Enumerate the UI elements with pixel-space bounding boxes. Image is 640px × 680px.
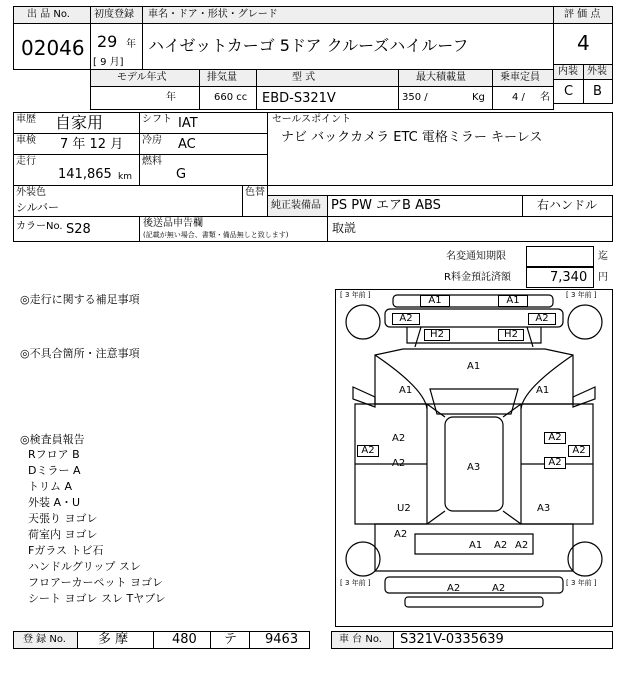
lot-no: 02046 [21, 36, 85, 60]
defects-label: ◎不具合箇所・注意事項 [20, 347, 140, 360]
mark-door-rr: A2 [544, 457, 566, 469]
exterior-grade: B [593, 84, 602, 99]
mark-back-3: A2 [515, 540, 529, 551]
car-outline-diagram [335, 289, 613, 627]
history: 自家用 [55, 113, 104, 132]
exterior-label: 外装 [587, 66, 607, 77]
type-code: EBD-S321V [262, 91, 336, 106]
inspector-item: トリム A [28, 480, 73, 493]
supplement-label: ◎走行に関する補足事項 [20, 293, 140, 306]
ac-label: 冷房 [142, 135, 162, 146]
inspector-item: Rフロア B [28, 448, 80, 461]
interior-grade: C [564, 84, 574, 99]
diagram-corner-bl: [ 3 年前 ] [340, 579, 371, 587]
mark-door-lr: A2 [392, 458, 406, 469]
mark-back-2: A2 [494, 540, 508, 551]
mark-light-r: H2 [498, 329, 524, 341]
inspector-item: ハンドルグリップ スレ [28, 560, 141, 573]
documents-note: (記載が無い場合、書類・備品無しと致します) [143, 231, 289, 239]
max-load-label: 最大積載量 [416, 72, 466, 83]
exterior-color: シルバー [16, 201, 59, 214]
reg-kana: テ [224, 632, 238, 647]
first-reg-month: [ 9 月] [93, 57, 124, 68]
mark-side-r: A2 [568, 445, 590, 457]
chassis-label: 車 台 No. [339, 634, 382, 645]
model-year-label: モデル年式 [117, 72, 167, 83]
sales-points-label: セールスポイント [272, 114, 352, 125]
color-no: S28 [66, 222, 91, 237]
mileage: 141,865 [58, 167, 112, 182]
mark-door-rf: A2 [544, 432, 566, 444]
fuel-label: 燃料 [142, 156, 162, 167]
fuel: G [176, 167, 187, 182]
capacity-label: 乗車定員 [500, 72, 540, 83]
equipment: PS PW エアB ABS [331, 198, 441, 213]
mark-light-l: H2 [424, 329, 450, 341]
mark-front-bumper-r: A1 [498, 295, 528, 307]
name-change-unit: 迄 [598, 251, 608, 262]
capacity: 4 / [512, 92, 525, 103]
diagram-corner-br: [ 3 年前 ] [566, 579, 597, 587]
recycle-label: R料金預託済額 [444, 272, 511, 283]
interior-label: 内装 [558, 66, 578, 77]
inspector-item: Dミラー A [28, 464, 81, 477]
shift-label: シフト [142, 114, 172, 125]
mileage-label: 走行 [16, 156, 36, 167]
mark-door-lf: A2 [392, 433, 406, 444]
inspection-label: 車検 [16, 135, 36, 146]
name-change-cell [526, 246, 594, 267]
inspection: 7 年 12 月 [60, 137, 124, 152]
diagram-corner-tl: [ 3 年前 ] [340, 291, 371, 299]
mileage-unit: km [118, 172, 132, 182]
model-desc-label: 車名・ドア・形状・グレード [148, 9, 278, 20]
displacement-label: 排気量 [207, 72, 237, 83]
recycle-unit: 円 [598, 272, 608, 283]
reg-area: 多 摩 [98, 632, 129, 647]
mark-quarter-r: A3 [537, 503, 551, 514]
ac: AC [178, 137, 196, 152]
reg-class: 480 [172, 632, 197, 647]
inspector-label: ◎検査員報告 [20, 433, 85, 446]
max-load-unit: Kg [472, 92, 485, 103]
mark-grille-l: A2 [392, 313, 420, 325]
first-reg-label: 初度登録 [94, 9, 134, 20]
inspector-item: 天張り ヨゴレ [28, 512, 98, 525]
mark-front-fender-r: A1 [536, 385, 550, 396]
documents-label: 後送品申告欄 [143, 218, 203, 229]
model-desc: ハイゼットカーゴ 5ドア クルーズハイルーフ [148, 36, 469, 55]
inspector-item: Fガラス トビ石 [28, 544, 104, 557]
inspector-item: シート ヨゴレ スレ Tヤブレ [28, 592, 166, 605]
mark-rear-bumper-l: A2 [447, 583, 461, 594]
max-load: 350 / [402, 92, 428, 103]
shift: IAT [178, 116, 198, 131]
exterior-color-label: 外装色 [16, 187, 46, 198]
type-label: 型 式 [292, 72, 316, 83]
diagram-corner-tr: [ 3 年前 ] [566, 291, 597, 299]
inspector-list [28, 447, 278, 607]
grade: 4 [577, 31, 590, 55]
color-change-label: 色替 [245, 187, 265, 198]
reg-no-label: 登 録 No. [23, 634, 66, 645]
mark-quarter-l-u: U2 [397, 503, 411, 514]
mark-front-bumper-l: A1 [420, 295, 450, 307]
mark-rear-bumper-r: A2 [492, 583, 506, 594]
reg-number: 9463 [265, 632, 299, 647]
handle: 右ハンドル [537, 198, 598, 212]
displacement: 660 cc [214, 92, 248, 103]
inspector-item: 外装 A・U [28, 496, 81, 509]
documents: 取説 [332, 221, 357, 235]
recycle-value: 7,340 [550, 270, 588, 285]
inspector-item: 荷室内 ヨゴレ [28, 528, 98, 541]
model-year-unit: 年 [166, 92, 176, 103]
capacity-unit: 名 [540, 92, 550, 103]
mark-bonnet: A1 [467, 361, 481, 372]
mark-quarter-l: A2 [394, 529, 408, 540]
year-unit: 年 [126, 39, 136, 50]
lot-no-label: 出 品 No. [27, 9, 70, 20]
documents-value-cell [327, 216, 613, 242]
grade-label: 評 価 点 [564, 9, 601, 20]
first-reg-year: 29 [97, 32, 118, 51]
name-change-label: 名変通知期限 [446, 251, 506, 262]
mark-roof: A3 [467, 462, 481, 473]
mark-front-fender-l: A1 [399, 385, 413, 396]
color-no-label: カラーNo. [16, 221, 63, 232]
mark-back-1: A1 [469, 540, 483, 551]
equipment-label: 純正装備品 [271, 200, 321, 211]
chassis-no: S321V-0335639 [400, 632, 504, 647]
history-label: 車歴 [16, 114, 36, 125]
inspector-item: フロアーカーペット ヨゴレ [28, 576, 163, 589]
mark-grille-r: A2 [528, 313, 556, 325]
mark-side-l: A2 [357, 445, 379, 457]
sales-points: ナビ バックカメラ ETC 電格ミラー キーレス [281, 130, 543, 145]
